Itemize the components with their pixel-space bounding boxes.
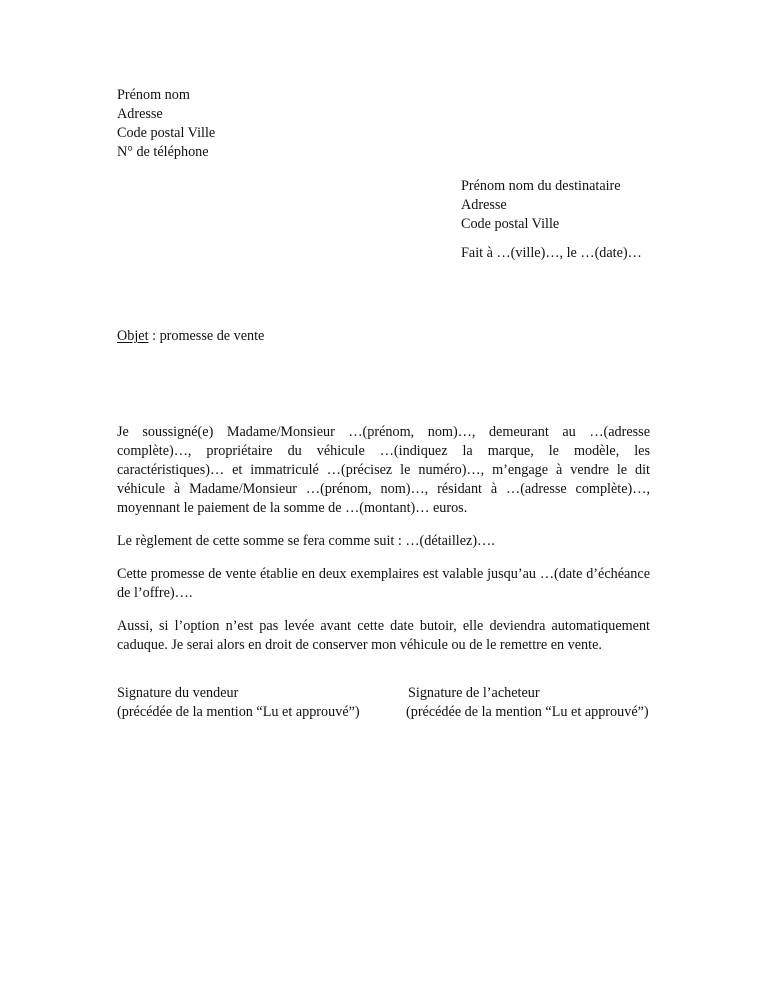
sender-address: Adresse <box>117 106 163 122</box>
body-paragraph-expiry: Aussi, si l’option n’est pas levée avant cette date butoir, elle deviendra automatiquement caduque. Je serai alors en droit de conserver mon véhicule ou de le remettre en vente. <box>117 618 650 653</box>
recipient-name: Prénom nom du destinataire <box>461 178 621 194</box>
sender-phone: N° de téléphone <box>117 144 209 160</box>
body-paragraph-payment: Le règlement de cette somme se fera comme suit : …(détaillez)…. <box>117 533 495 549</box>
recipient-postal-city: Code postal Ville <box>461 216 560 232</box>
seller-signature-title: Signature du vendeur <box>117 685 239 701</box>
body-paragraph-commitment: Je soussigné(e) Madame/Monsieur …(prénom, nom)…, demeurant au …(adresse complète)…, propriétaire du véhicule …(indiquez la marque, le modèle, les caractéristiques)… et immatriculé …(précisez le numéro)…, m’engage à vendre le dit véhicule à Madame/Monsieur …(prénom, nom)…, résidant à …(adresse complète)…, moyennant le paiement de la somme de …(montant)… euros. <box>117 424 650 516</box>
sender-postal-city: Code postal Ville <box>117 125 216 141</box>
buyer-signature-title: Signature de l’acheteur <box>408 685 540 701</box>
sender-name: Prénom nom <box>117 87 190 103</box>
letter-body <box>117 423 650 669</box>
recipient-block <box>461 177 731 234</box>
seller-signature-note: (précédée de la mention “Lu et approuvé”) <box>117 704 360 720</box>
recipient-address: Adresse <box>461 197 507 213</box>
subject-label: Objet <box>117 328 149 344</box>
buyer-signature-note: (précédée de la mention “Lu et approuvé”) <box>406 704 649 720</box>
buyer-signature-block <box>406 684 706 722</box>
body-paragraph-validity: Cette promesse de vente établie en deux exemplaires est valable jusqu’au …(date d’échéance de l’offre)…. <box>117 566 650 601</box>
sender-block <box>117 86 417 162</box>
date-place-line: Fait à …(ville)…, le …(date)… <box>461 245 642 261</box>
seller-signature-block <box>117 684 397 722</box>
subject-text: : promesse de vente <box>148 328 265 344</box>
subject-line <box>117 327 264 346</box>
